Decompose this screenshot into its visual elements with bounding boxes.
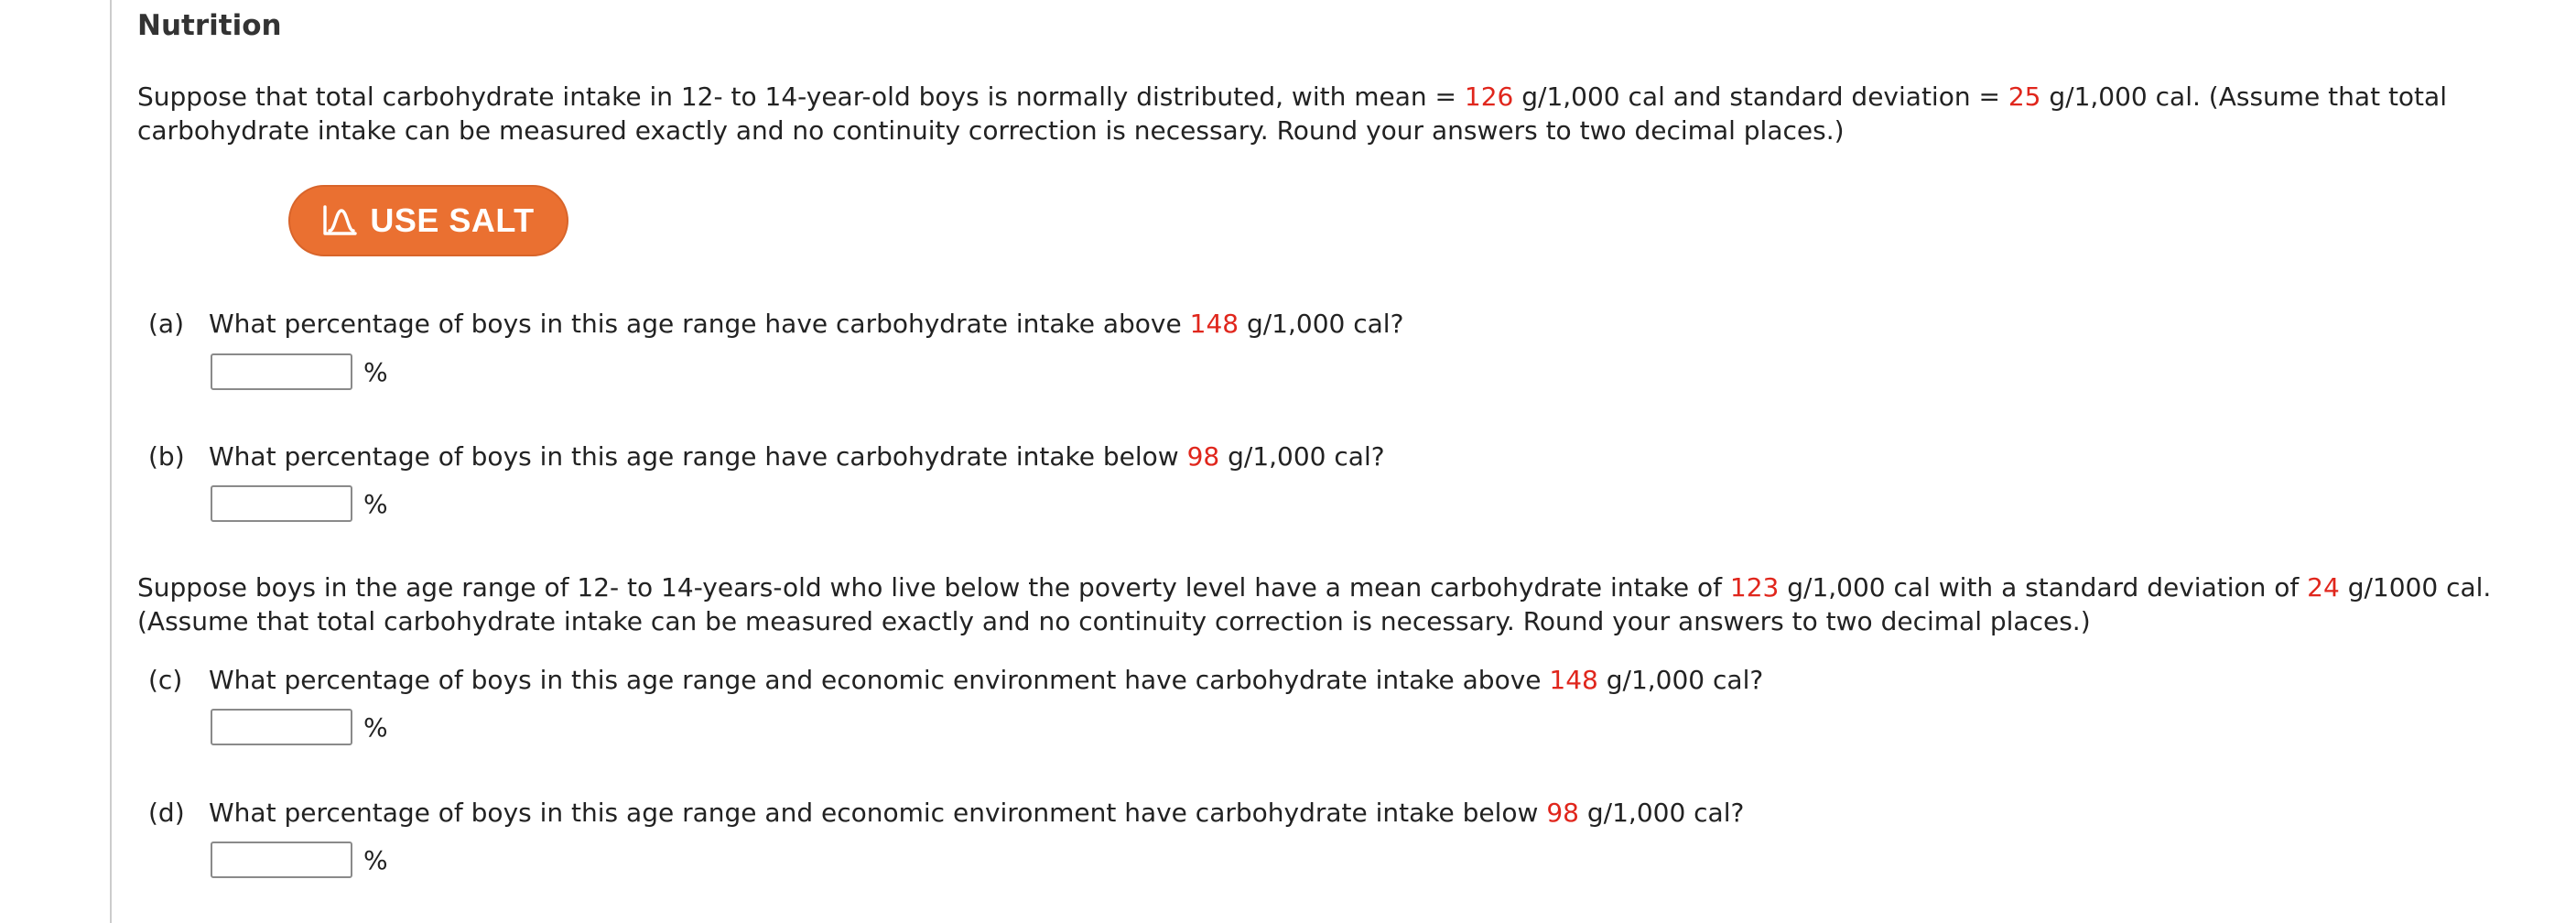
intro-sd-value: 25 <box>2008 81 2041 112</box>
question-a-text: What percentage of boys in this age range have carbohydrate intake above <box>209 309 1190 339</box>
question-a <box>148 307 2547 341</box>
problem-title: Nutrition <box>137 9 282 42</box>
use-salt-label: USE SALT <box>370 201 535 239</box>
second-intro-text-1: Suppose boys in the age range of 12- to 14-years-old who live below the poverty level have a mean carbohydrate intake of <box>137 572 1730 603</box>
question-d <box>148 796 2547 830</box>
answer-b-unit: % <box>363 488 388 519</box>
question-d-letter: (d) <box>148 798 185 828</box>
question-c <box>148 663 2547 697</box>
question-c-value: 148 <box>1549 665 1598 695</box>
question-d-text-end: g/1,000 cal? <box>1579 798 1745 828</box>
question-b-value: 98 <box>1186 441 1220 472</box>
answer-b-input[interactable] <box>211 485 352 522</box>
answer-b-row <box>211 485 388 522</box>
answer-c-row <box>211 709 388 745</box>
answer-d-row <box>211 842 388 878</box>
second-intro-text-2: g/1,000 cal with a standard deviation of <box>1779 572 2308 603</box>
question-c-text: What percentage of boys in this age range and economic environment have carbohydrate intake above <box>209 665 1550 695</box>
question-d-text: What percentage of boys in this age range and economic environment have carbohydrate intake below <box>209 798 1547 828</box>
question-c-text-end: g/1,000 cal? <box>1597 665 1764 695</box>
question-b-text-end: g/1,000 cal? <box>1219 441 1385 472</box>
answer-c-unit: % <box>363 711 388 743</box>
question-a-letter: (a) <box>148 309 185 339</box>
left-divider <box>110 0 112 923</box>
intro-mean-value: 126 <box>1464 81 1514 112</box>
answer-d-unit: % <box>363 844 388 875</box>
question-a-value: 148 <box>1189 309 1239 339</box>
question-c-letter: (c) <box>148 665 183 695</box>
intro-text-1: Suppose that total carbohydrate intake in 12- to 14-year-old boys is normally distributed, with mean = <box>137 81 1465 112</box>
question-d-value: 98 <box>1546 798 1579 828</box>
answer-a-input[interactable] <box>211 353 352 390</box>
intro-text-3: g/1,000 cal. (Assume that total carbohydrate intake can be measured exactly and no continuity correction is necessary. Round your answers to two decimal places.) <box>137 81 2447 146</box>
answer-c-input[interactable] <box>211 709 352 745</box>
question-b-letter: (b) <box>148 441 185 472</box>
second-intro-sd-value: 24 <box>2307 572 2340 603</box>
second-intro-text-3: g/1000 cal. (Assume that total carbohydrate intake can be measured exactly and no continuity correction is necessary. Round your answers to two decimal places.) <box>137 572 2492 636</box>
bell-curve-icon <box>322 205 357 236</box>
use-salt-button[interactable] <box>288 185 568 256</box>
answer-a-row <box>211 353 388 390</box>
intro-paragraph <box>137 80 2554 147</box>
question-a-text-end: g/1,000 cal? <box>1239 309 1404 339</box>
question-b <box>148 440 2547 473</box>
intro-text-2: g/1,000 cal and standard deviation = <box>1513 81 2008 112</box>
second-intro-paragraph <box>137 570 2554 638</box>
answer-a-unit: % <box>363 356 388 387</box>
answer-d-input[interactable] <box>211 842 352 878</box>
question-b-text: What percentage of boys in this age range have carbohydrate intake below <box>209 441 1187 472</box>
second-intro-mean-value: 123 <box>1729 572 1780 603</box>
